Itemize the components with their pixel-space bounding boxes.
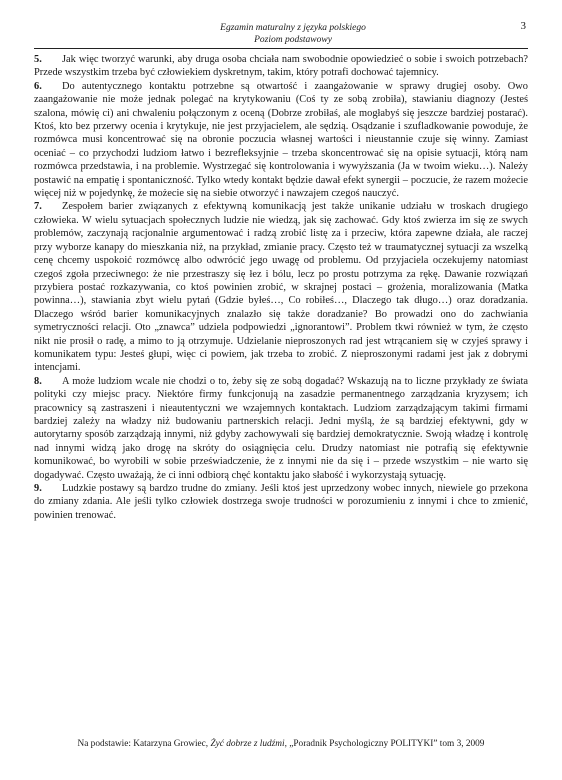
paragraph-9 (34, 482, 528, 522)
paragraph-text: Ludzkie postawy są bardzo trudne do zmiany. Jeśli ktoś jest uprzedzony wobec innych, niewiele go przekona do zmiany zdania. Ale jeśli tylko człowiek dostrzega swoje trudności w porozumieniu z innymi i chce to zmienić, powinien trenować. (34, 483, 528, 521)
paragraph-number: 5. (34, 54, 42, 65)
exam-title: Egzamin maturalny z języka polskiego (220, 23, 366, 33)
paragraph-number: 6. (34, 80, 42, 92)
paragraph-text: A może ludziom wcale nie chodzi o to, żeby się ze sobą dogadać? Wskazują na to liczne przykłady ze świata polityki czy miejsc pracy. Niektóre firmy funkcjonują na zasadzie permanentnego zarządzania kryzysem; ich pracownicy są zastraszeni i nieautentyczni we wzajemnych kontaktach. Ludziom zarządzającym takimi firmami bardziej zależy na władzy niż budowaniu partnerskich relacji. Jedni myślą, że są bardziej efektywni, gdy w autorytarny sposób zarządzają innymi, niż gdyby zachowywali się bardziej demokratycznie. Swoją władzę i kontrolę nad innymi widzą jako drogę na skróty do osiągnięcia celu. Drudzy natomiast nie potrafią się efektywnie komunikować, bo wyrobili w sobie przeświadczenie, że z innymi nie da się i – przede wszystkim – nie warto się dogadywać. Często uważają, że ci inni odbiorą chęć kontaktu jako słabość i wykorzystają sytuację. (34, 375, 528, 481)
citation-title: Żyć dobrze z ludźmi, (210, 739, 287, 749)
paragraph-8 (34, 375, 528, 482)
paragraph-5 (34, 53, 528, 80)
paragraph-text: Do autentycznego kontaktu potrzebne są otwartość i zaangażowanie w sprawy drugiej osoby. Owo zaangażowanie nie może jednak polegać na krytykowaniu (Coś ty ze sobą zrobiła), stawianiu diagnozy (Jesteś szalona, mówię ci) ani chwaleniu połączonym z oceną (Dobrze zrobiłaś, ale mogłabyś się jeszcze bardziej postarać). Ktoś, kto bez przerwy ocenia i krytykuje, nie jest przyjacielem, ale sędzią. Osądzanie i szufladkowanie powoduje, że rozmówca musi koncentrować się na obronie poczucia własnej wartości i nieustannie czuje się winny. Zamiast oceniać – co przychodzi ludziom łatwo i bezrefleksyjnie – trzeba skoncentrować się na opisie sytuacji, którą nam rozmówca przedstawia, i na problemie. Wystrzegać się kontrolowania i wywyższania (Ja w twoim wieku…). Należy postawić na empatię i spontaniczność. Tylko wtedy kontakt będzie dawał efekt synergii – poczucie, że razem możecie więcej niż w pojedynkę, że możecie się na siebie otworzyć i nawzajem czegoś nauczyć. (34, 80, 528, 200)
citation-prefix: Na podstawie: Katarzyna Growiec, (77, 739, 209, 749)
citation-suffix: „Poradnik Psychologiczny POLITYKI” tom 3, 2009 (289, 739, 485, 749)
paragraph-number: 9. (34, 483, 42, 494)
paragraph-text: Jak więc tworzyć warunki, aby druga osoba chciała nam swobodnie opowiedzieć o sobie i swoich potrzebach? Przede wszystkim trzeba być człowiekiem dyskretnym, takim, który potrafi dochować tajemnicy. (34, 54, 528, 79)
paragraph-number: 7. (34, 201, 42, 213)
header-divider (34, 48, 528, 49)
paragraph-number: 8. (34, 375, 42, 387)
text-body (34, 53, 528, 522)
paragraph-6 (34, 80, 528, 201)
paragraph-7 (34, 200, 528, 374)
page-header (60, 22, 526, 46)
source-citation (34, 738, 528, 750)
page-number: 3 (520, 20, 526, 32)
exam-level: Poziom podstawowy (254, 35, 332, 45)
paragraph-text: Zespołem barier związanych z efektywną komunikacją jest także unikanie udziału w troskach drugiego człowieka. W wielu sytuacjach społecznych ludzie nie wiedzą, jak się zachować. Gdy ktoś zwierza im się ze swych problemów, zaczynają racjonalnie argumentować i radzą zrobić listę za i przeciw, która zapewne działa, ale raczej przy wyborze kanapy do mieszkania niż, na przykład, zmianie pracy. Często też w traumatycznej sytuacji za wszelką cenę chcemy uspokoić rozmówcę albo odwrócić jego uwagę od problemu. Od przyjaciela oczekujemy natomiast czegoś zgoła przeciwnego: że nie przestraszy się łez i bólu, lecz po prostu potrzyma za rękę. Dawanie rozwiązań przybiera postać rozkazywania, co ktoś powinien zrobić, w skrajnej postaci – grożenia, moralizowania (Matka powinna…), stawiania zbyt wielu pytań (Gdzie byłeś…, Co robiłeś…, Dlaczego tak długo…) oraz doradzania. Dlaczego wśród barier komunikacyjnych znalazło się także doradzanie? Bo prowadzi ono do zachwiania symetryczności relacji. Oto „znawca” udziela podpowiedzi „ignorantowi”. Problem tkwi również w tym, że często nikt nie prosił o radę, a mimo to ją otrzymuje. Udzielanie nieproszonych rad jest wtrącaniem się w czyjeś sprawy i komunikatem typu: Jesteś głupi, więc ci powiem, jak trzeba to zrobić. Z nieproszonymi radami jest jak z dobrymi intencjami. (34, 201, 528, 374)
